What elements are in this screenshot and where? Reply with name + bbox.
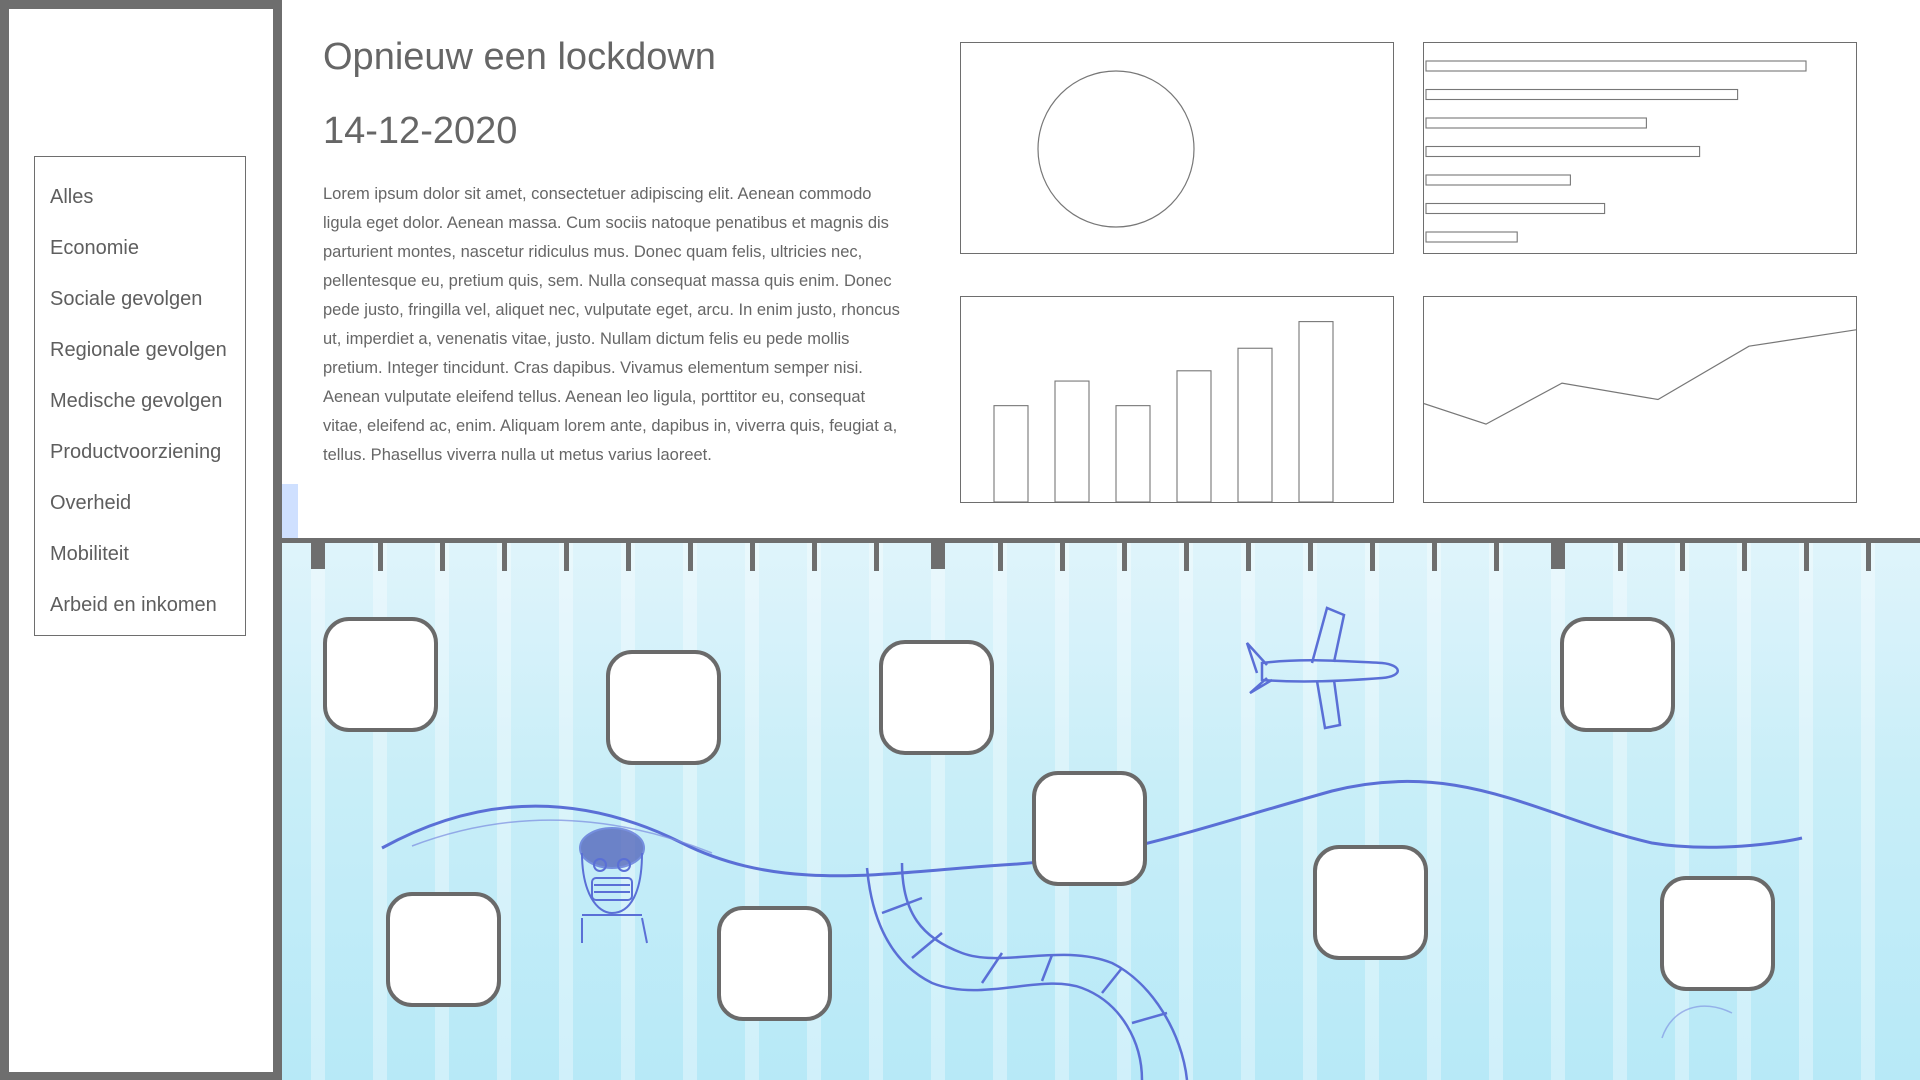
menu-item-sociale-gevolgen[interactable]: Sociale gevolgen <box>50 288 203 310</box>
menu-item-regionale-gevolgen[interactable]: Regionale gevolgen <box>50 339 227 361</box>
bar-5 <box>1238 348 1272 502</box>
tick-mark <box>1804 543 1809 571</box>
map-node-5[interactable] <box>1560 617 1675 732</box>
stripe <box>1675 543 1689 1080</box>
map-node-2[interactable] <box>606 650 721 765</box>
stripe <box>931 543 945 1080</box>
tick-mark <box>998 543 1003 571</box>
tick-mark <box>750 543 755 571</box>
stripe <box>1179 543 1193 1080</box>
stripe <box>1303 543 1317 1080</box>
stripe <box>869 543 883 1080</box>
tick-mark <box>626 543 631 571</box>
pie-chart <box>961 43 1393 253</box>
illustrated-map <box>282 543 1920 1080</box>
stripe <box>1365 543 1379 1080</box>
hbar-2 <box>1426 90 1738 100</box>
road-sketch <box>867 863 1187 1080</box>
stripe <box>683 543 697 1080</box>
menu-item-alles[interactable]: Alles <box>50 186 94 208</box>
bar-3 <box>1116 406 1150 502</box>
hbar-7 <box>1426 232 1517 242</box>
tick-mark <box>1494 543 1499 571</box>
stripe <box>1489 543 1503 1080</box>
horizontal-bar-chart <box>1424 43 1856 253</box>
line-chart-panel[interactable] <box>1423 296 1857 503</box>
menu-item-mobiliteit[interactable]: Mobiliteit <box>50 543 129 565</box>
tick-mark <box>1060 543 1065 571</box>
tick-mark <box>1618 543 1623 571</box>
line-series <box>1424 330 1856 424</box>
horizontal-bar-chart-panel[interactable] <box>1423 42 1857 254</box>
hbar-1 <box>1426 61 1806 71</box>
hbar-3 <box>1426 118 1646 128</box>
stripe <box>311 543 325 1080</box>
tick-mark <box>1308 543 1313 571</box>
tick-mark <box>874 543 879 571</box>
hbar-4 <box>1426 147 1700 157</box>
stripe <box>1427 543 1441 1080</box>
stripe <box>1861 543 1875 1080</box>
map-node-8[interactable] <box>1313 845 1428 960</box>
map-node-1[interactable] <box>323 617 438 732</box>
menu-item-economie[interactable]: Economie <box>50 237 139 259</box>
map-node-3[interactable] <box>879 640 994 755</box>
stripe <box>1241 543 1255 1080</box>
article-date: 14-12-2020 <box>323 110 518 152</box>
tick-mark <box>1742 543 1747 571</box>
page-title: Opnieuw een lockdown <box>323 36 716 78</box>
tick-mark <box>1866 543 1871 571</box>
pie-chart-panel[interactable] <box>960 42 1394 254</box>
tick-mark <box>1246 543 1251 571</box>
map-node-4[interactable] <box>1032 771 1147 886</box>
article-body: Lorem ipsum dolor sit amet, consectetuer adipiscing elit. Aenean commodo ligula eget dolor. Aenean massa. Cum sociis natoque penatibus et magnis dis parturient montes, nascetur ridiculus mus. Donec quam felis, ultricies nec, pellentesque eu, pretium quis, sem. Nulla consequat massa quis enim. Donec pede justo, fringilla vel, aliquet nec, vulputate eget, arcu. In enim justo, rhoncus ut, imperdiet a, venenatis vitae, justo. Nullam dictum felis eu pede mollis pretium. Integer tincidunt. Cras dapibus. Vivamus elementum semper nisi. Aenean vulputate eleifend tellus. Aenean leo ligula, porttitor eu, consequat vitae, eleifend ac, enim. Aliquam lorem ante, dapibus in, viverra quis, feugiat a, tellus. Phasellus viverra nulla ut metus varius laoreet. <box>323 185 900 464</box>
tick-mark <box>1680 543 1685 571</box>
tick-mark <box>440 543 445 571</box>
tick-mark <box>564 543 569 571</box>
map-node-7[interactable] <box>717 906 832 1021</box>
bar-chart <box>961 297 1393 502</box>
stripe <box>497 543 511 1080</box>
tick-mark <box>1184 543 1189 571</box>
masked-person-sketch <box>580 828 647 943</box>
menu-item-productvoorziening[interactable]: Productvoorziening <box>50 441 222 463</box>
tick-mark <box>311 543 325 569</box>
bar-1 <box>994 406 1028 502</box>
stripe <box>1799 543 1813 1080</box>
menu-item-medische-gevolgen[interactable]: Medische gevolgen <box>50 390 223 412</box>
stripe <box>993 543 1007 1080</box>
tick-mark <box>1370 543 1375 571</box>
menu-item-arbeid-en-inkomen[interactable]: Arbeid en inkomen <box>50 594 217 616</box>
selection-marker <box>282 484 298 538</box>
map-node-6[interactable] <box>386 892 501 1007</box>
tick-mark <box>931 543 945 569</box>
tick-mark <box>378 543 383 571</box>
tick-mark <box>1551 543 1565 569</box>
line-chart <box>1424 297 1856 502</box>
tick-mark <box>812 543 817 571</box>
bar-6 <box>1299 322 1333 502</box>
bar-2 <box>1055 381 1089 502</box>
category-menu <box>34 156 246 636</box>
hbar-6 <box>1426 204 1605 214</box>
bar-chart-panel[interactable] <box>960 296 1394 503</box>
tick-mark <box>1122 543 1127 571</box>
pie-slice <box>1038 71 1194 227</box>
tick-mark <box>502 543 507 571</box>
map-node-9[interactable] <box>1660 876 1775 991</box>
hbar-5 <box>1426 175 1570 185</box>
tick-mark <box>1432 543 1437 571</box>
menu-item-overheid[interactable]: Overheid <box>50 492 132 514</box>
stripe <box>1737 543 1751 1080</box>
tick-mark <box>688 543 693 571</box>
stripe <box>559 543 573 1080</box>
bar-4 <box>1177 371 1211 502</box>
stripe <box>621 543 635 1080</box>
